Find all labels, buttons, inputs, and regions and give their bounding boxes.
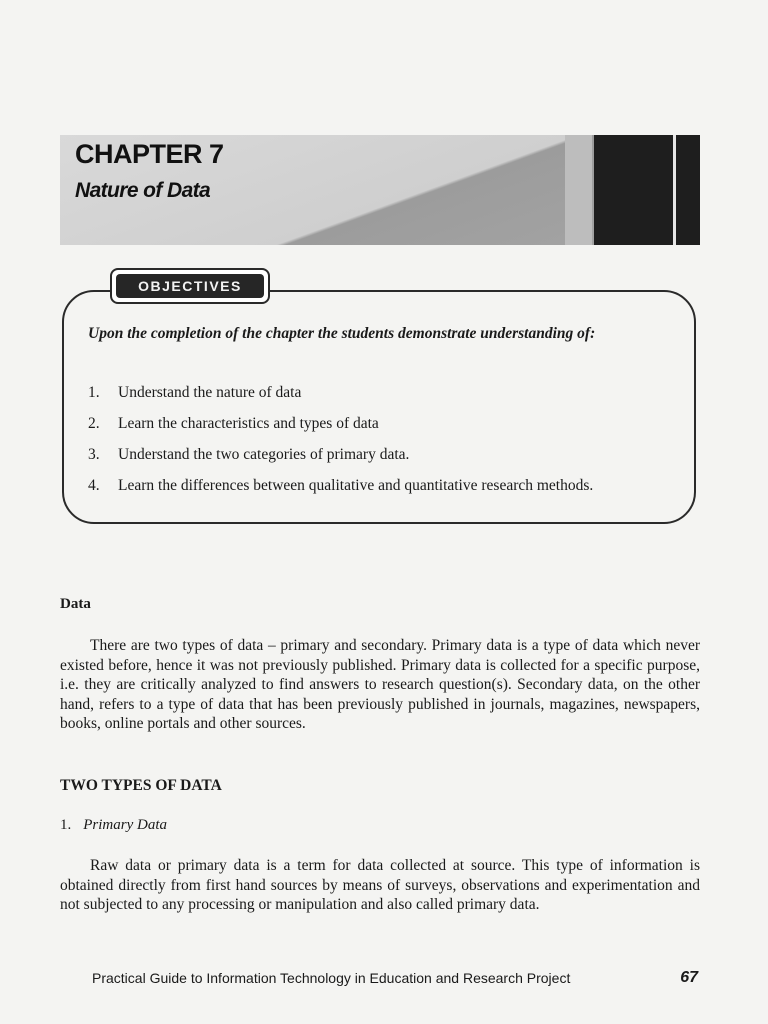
banner-stripe-line: [673, 135, 676, 245]
section-heading-types: TWO TYPES OF DATA: [60, 777, 222, 794]
paragraph-primary-data: Raw data or primary data is a term for data collected at source. This type of information is obtained directly from first hand sources by means of surveys, observations and experimentation and not subjected to any processing or manipulation and also called primary data.: [60, 857, 700, 913]
objective-text: Learn the characteristics and types of data: [118, 415, 379, 432]
banner-stripe-dark: [594, 135, 700, 245]
chapter-banner: [60, 135, 700, 245]
subheading-number: 1.: [60, 817, 72, 833]
objective-item: [88, 446, 678, 464]
objective-text: Understand the two categories of primary data.: [118, 446, 410, 463]
objective-number: 1.: [88, 384, 100, 401]
objective-text: Learn the differences between qualitative and quantitative research methods.: [118, 477, 594, 494]
objective-number: 4.: [88, 477, 100, 494]
objectives-intro: Upon the completion of the chapter the students demonstrate understanding of:: [88, 325, 596, 342]
objectives-tab: [110, 268, 270, 304]
chapter-title: Nature of Data: [75, 179, 211, 202]
section-heading-data: Data: [60, 596, 91, 612]
objective-text: Understand the nature of data: [118, 384, 302, 401]
page-number: 67: [680, 969, 698, 986]
subheading-primary-data: [60, 817, 167, 834]
banner-stripe-light: [565, 135, 592, 245]
objective-number: 3.: [88, 446, 100, 463]
objective-number: 2.: [88, 415, 100, 432]
objectives-list: [88, 384, 678, 508]
objective-item: [88, 477, 678, 495]
paragraph-data: There are two types of data – primary and secondary. Primary data is a type of data which never existed before, hence it was not previously published. Primary data is collected for a specific purpose, i.e. they are critically analyzed to find answers to research question(s). Secondary data, on the other hand, refers to a type of data that has been previously published in journals, magazines, newspapers, books, online portals and other sources.: [60, 637, 700, 732]
objective-item: [88, 384, 678, 402]
objectives-tab-label: OBJECTIVES: [116, 274, 264, 298]
objective-item: [88, 415, 678, 433]
subheading-title: Primary Data: [83, 817, 167, 833]
footer-book-title: Practical Guide to Information Technology in Education and Research Project: [92, 970, 571, 986]
chapter-number: CHAPTER 7: [75, 139, 224, 169]
